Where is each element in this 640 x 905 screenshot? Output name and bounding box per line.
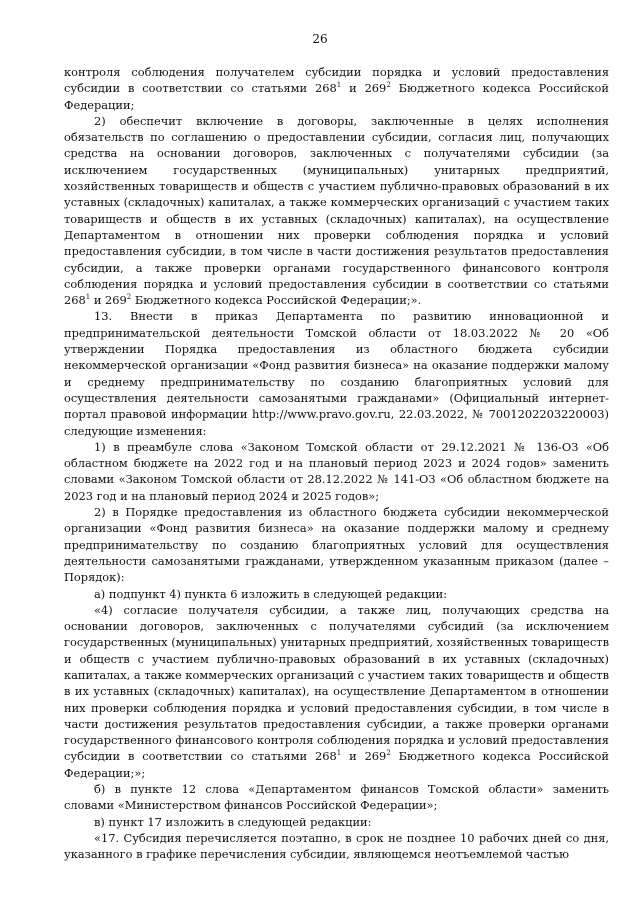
paragraph-text: Бюджетного кодекса Российской Федерации;». [131,293,422,308]
paragraph-text: и 269 [341,81,387,96]
paragraph-text: Бюджетного кодекса Российской Федерации; [64,81,609,112]
paragraph-item-13: 13. Внести в приказ Департамента по развитию инновационной и предпринимательской деятельности Томской области от 18.03.2022 № 20 «Об утверждении Порядка предоставления из областного бюджета субсидии некоммерческой организации «Фонд развития бизнеса» на оказание поддержки малому и среднему предпринимательству по созданию благоприятных условий для осуществления деятельности самозанятыми гражданами» (Официальный интернет-портал правовой информации http://www.pravo.gov.ru, 22.03.2022, № 7001202203220003) следующие изменения: [64,309,609,438]
paragraph-procedure-change: 2) в Порядке предоставления из областного бюджета субсидии некоммерческой организации «Фонд развития бизнеса» на оказание поддержки малому и среднему предпринимательству по созданию благоприятных условий для осуществления деятельности самозанятыми гражданами, утвержденном указанным приказом (далее – Порядок): [64,505,609,585]
paragraph-text: Бюджетного кодекса Российской Федерации;»; [64,749,609,780]
paragraph-text: и 269 [341,749,387,764]
superscript: 1 [336,81,342,90]
paragraph-text: 2) обеспечит включение в договоры, заключенные в целях исполнения обязательств по соглашению о предоставлении субсидии, согласия лиц, получающих средства на основании договоров, заключенных с получателями субсидии (за исключением государственных (муниципальных) унитарных предприятий, хозяйственных товариществ и обществ с участием публично-правовых образований в их уставных (складочных) капиталах, а также коммерческих организаций с участием таких товариществ и обществ в их уставных (складочных) капиталах), на осуществление Департаментом в отношении них проверки соблюдения порядка и условий предоставления субсидии, в том числе в части достижения результатов предоставления субсидии, а также проверки органами государственного финансового контроля соблюдения порядка и условий предоставления субсидии в соответствии со статьями 268 [64,113,609,308]
paragraph-subitem-b: б) в пункте 12 слова «Департаментом финансов Томской области» заменить словами «Министерством финансов Российской Федерации»; [64,782,609,813]
paragraph-preamble-change: 1) в преамбуле слова «Законом Томской области от 29.12.2021 № 136-ОЗ «Об областном бюджете на 2022 год и на плановый период 2023 и 2024 годов» заменить словами «Законом Томской области от 28.12.2022 № 141-ОЗ «Об областном бюджете на 2023 год и на плановый период 2024 и 2025 годов»; [64,439,609,503]
paragraph-consent-clause [64,602,609,781]
paragraph-item-2 [64,113,609,309]
paragraph-text: «4) согласие получателя субсидии, а также лиц, получающих средства на основании договоров, заключенных с получателями субсидий (за исключением государственных (муниципальных) унитарных предприятий, хозяйственных товариществ и обществ с участием публично-правовых образований в их уставных (складочных) капиталах, а также коммерческих организаций с участием таких товариществ и обществ в их уставных (складочных) капиталах), на осуществление Департаментом в отношении них проверки соблюдения порядка и условий предоставления субсидии, в том числе в части достижения результатов предоставления субсидии, а также проверки органами государственного финансового контроля соблюдения порядка и условий предоставления субсидии в соответствии со статьями 268 [64,602,609,764]
paragraph-control-clause [64,64,609,113]
paragraph-item-17: «17. Субсидия перечисляется поэтапно, в срок не позднее 10 рабочих дней со дня, указанного в графике перечисления субсидии, являющемся неотъемлемой частью [64,830,609,862]
superscript: 2 [126,293,132,302]
superscript: 2 [386,749,391,758]
document-body [64,64,609,863]
superscript: 2 [386,81,391,90]
page-number: 26 [312,32,328,46]
superscript: 1 [85,293,91,302]
paragraph-subitem-c: в) пункт 17 изложить в следующей редакции: [94,814,372,829]
paragraph-text: контроля соблюдения получателем субсидии порядка и условий предоставления субсидии в соответствии со статьями 268 [64,65,609,96]
paragraph-subitem-a: а) подпункт 4) пункта 6 изложить в следующей редакции: [94,586,448,601]
paragraph-text: и 269 [90,293,127,308]
superscript: 1 [336,749,342,758]
